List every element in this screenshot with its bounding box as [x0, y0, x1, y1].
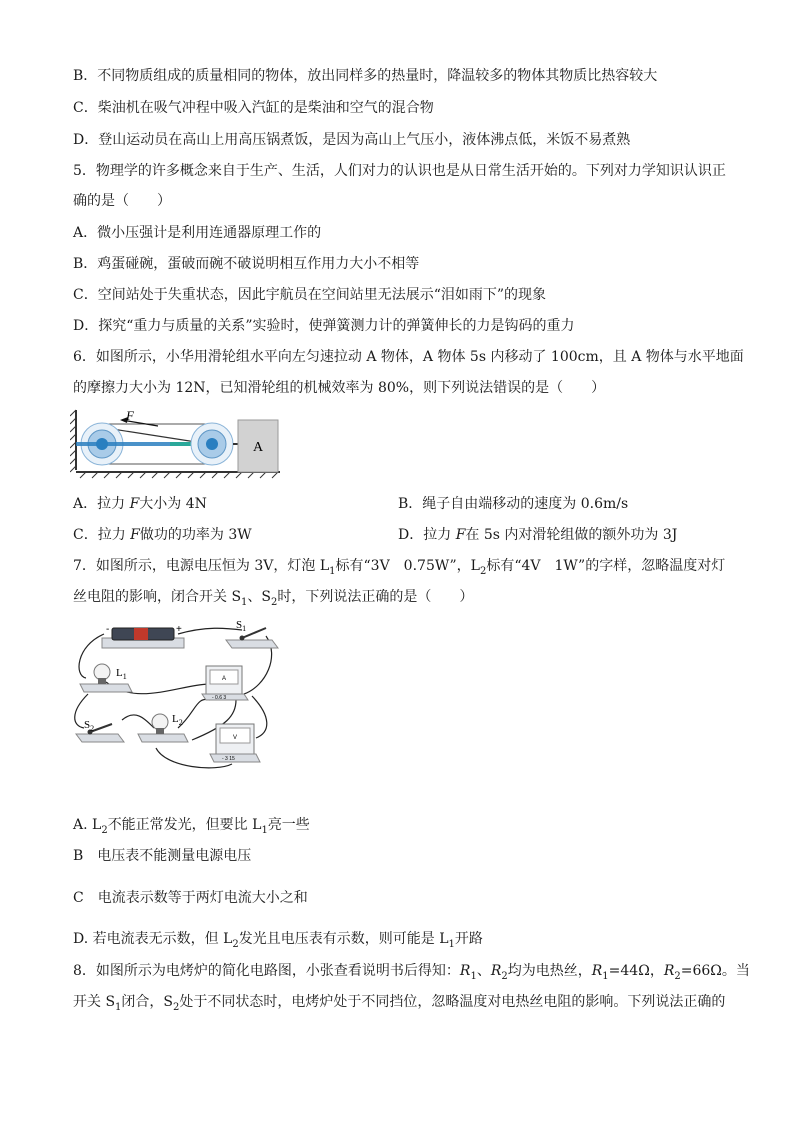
q7-stem1-b: 标有“3V 0.75W”，L	[335, 558, 480, 574]
q4-option-b: B．不同物质组成的质量相同的物体，放出同样多的热量时，降温较多的物体其物质比热容较大	[73, 68, 658, 84]
pulley-system-figure	[70, 406, 285, 482]
lamp-l1-socket	[98, 678, 106, 684]
q8-r2b-sub: 2	[674, 970, 681, 982]
q7-option-d	[73, 929, 483, 949]
q7-option-d-sub1: 2	[232, 938, 239, 950]
q5-stem-line2: 确的是（ ）	[73, 193, 171, 209]
q7-stem1-sub1: 1	[329, 565, 336, 577]
q7-option-a-sub2: 1	[261, 824, 268, 836]
q8-stem2-b: 闭合，S	[121, 994, 174, 1010]
lamp-l2-label: $L_2$	[172, 713, 183, 727]
q6-option-b: B．绳子自由端移动的速度为 0.6m/s	[398, 496, 629, 512]
voltmeter-ticks: - 3 15	[222, 756, 235, 762]
q7-option-d-part2: 发光且电压表有示数，则可能是 L	[238, 931, 449, 947]
q7-option-c: C 电流表示数等于两灯电流大小之和	[73, 890, 308, 906]
q8-stem1-a: 8．如图所示为电烤炉的简化电路图，小张查看说明书后得知：	[73, 963, 460, 979]
q6-option-d	[398, 525, 677, 545]
voltmeter-letter: V	[232, 735, 238, 741]
q5-option-c: C．空间站处于失重状态，因此宇航员在空间站里无法展示“泪如雨下”的现象	[73, 287, 547, 303]
q7-option-a-part1: A. L	[73, 817, 102, 833]
q8-stem2-sub2: 2	[173, 1001, 180, 1013]
q6-option-a-pre: A．拉力	[73, 496, 130, 512]
voltmeter-base	[210, 754, 260, 762]
q7-option-a	[73, 815, 310, 835]
switch-s1-pivot	[240, 636, 245, 641]
q7-option-a-part3: 亮一些	[267, 817, 310, 833]
q8-stem1-c: 均为电热丝，	[507, 963, 592, 979]
lamp-l1-bulb	[94, 664, 110, 680]
q7-stem-line2	[73, 587, 473, 607]
q8-stem-line1	[73, 961, 750, 981]
q4-option-c: C．柴油机在吸气冲程中吸入汽缸的是柴油和空气的混合物	[73, 100, 434, 116]
q7-option-b: B 电压表不能测量电源电压	[73, 848, 252, 864]
q8-r2-sub: 2	[501, 970, 508, 982]
battery-band	[134, 628, 148, 640]
q7-stem1-c: 标有“4V 1W”的字样，忽略温度对灯	[486, 558, 726, 574]
q6-option-c	[73, 525, 252, 545]
q6-option-a-var: F	[129, 496, 140, 512]
battery-minus-label: -	[106, 624, 110, 635]
q8-stem2-a: 开关 S	[73, 994, 116, 1010]
q7-stem2-sub2: 2	[271, 596, 278, 608]
switch-s2-base	[76, 734, 124, 742]
q8-r2-symbol: R	[490, 963, 502, 979]
q7-option-d-part1: D. 若电流表无示数，但 L	[73, 931, 233, 947]
q8-stem1-b: 、	[476, 963, 491, 979]
q6-stem-line1: 6．如图所示，小华用滑轮组水平向左匀速拉动 A 物体，A 物体 5s 内移动了 100cm，且 A 物体与水平地面	[73, 349, 744, 365]
lamp-l2-bulb	[152, 714, 168, 730]
q7-stem-line1	[73, 556, 725, 576]
switch-s1-base	[226, 640, 278, 648]
q5-option-b: B．鸡蛋碰碗，蛋破而碗不破说明相互作用力大小不相等	[73, 256, 420, 272]
lamp-l2-socket	[156, 728, 164, 734]
q7-stem1-sub2: 2	[479, 565, 487, 577]
q8-r1-sub: 1	[470, 970, 477, 982]
q8-r1b-sub: 1	[602, 970, 609, 982]
lamp-l1-label: $L_1$	[116, 667, 127, 681]
q5-option-a: A．微小压强计是利用连通器原理工作的	[73, 225, 322, 241]
q6-option-d-var: F	[455, 527, 466, 543]
q6-option-d-post: 在 5s 内对滑轮组做的额外功为 3J	[465, 527, 678, 543]
q8-stem1-d: =44Ω，	[608, 963, 664, 979]
q6-option-a-post: 大小为 4N	[139, 496, 207, 512]
lamp-l1-base	[80, 684, 132, 692]
q7-option-a-part2: 不能正常发光，但要比 L	[107, 817, 262, 833]
q7-stem2-sub1: 1	[241, 596, 248, 608]
q5-option-d: D．探究“重力与质量的关系”实验时，使弹簧测力计的弹簧伸长的力是钩码的重力	[73, 318, 575, 334]
q8-stem1-e: =66Ω。当	[680, 963, 750, 979]
q6-option-c-pre: C．拉力	[73, 527, 131, 543]
switch-s2-label: $S_2$	[84, 719, 95, 733]
q7-option-a-sub1: 2	[101, 824, 108, 836]
q6-option-c-post: 做功的功率为 3W	[139, 527, 252, 543]
q6-option-a	[73, 494, 207, 514]
right-pulley-hub	[206, 438, 218, 450]
ammeter-ticks: - 0.6 3	[212, 695, 227, 701]
q4-option-d: D．登山运动员在高山上用高压锅煮饭，是因为高山上气压小，液体沸点低，米饭不易煮熟	[73, 132, 631, 148]
q6-stem-line2: 的摩擦力大小为 12N，已知滑轮组的机械效率为 80%，则下列说法错误的是（ ）	[73, 380, 606, 396]
lamp-l2-base	[138, 734, 188, 742]
battery-plus-label: +	[176, 624, 182, 635]
ammeter-letter: A	[221, 676, 227, 682]
block-a-label: A	[252, 440, 264, 455]
q7-option-d-part3: 开路	[454, 931, 483, 947]
q6-option-d-pre: D．拉力	[398, 527, 456, 543]
q7-option-d-sub2: 1	[448, 938, 455, 950]
q8-stem-line2	[73, 992, 725, 1012]
circuit-figure	[66, 616, 282, 774]
q8-stem2-c: 处于不同状态时，电烤炉处于不同挡位，忽略温度对电热丝电阻的影响。下列说法正确的	[179, 994, 726, 1010]
q7-stem2-c: 时，下列说法正确的是（ ）	[277, 589, 474, 605]
q7-stem2-b: 、S	[247, 589, 272, 605]
force-label: F	[126, 408, 134, 423]
q8-r1b-symbol: R	[591, 963, 603, 979]
q7-stem1-a: 7．如图所示，电源电压恒为 3V，灯泡 L	[73, 558, 330, 574]
q8-stem2-sub1: 1	[115, 1001, 122, 1013]
q7-stem2-a: 丝电阻的影响，闭合开关 S	[73, 589, 242, 605]
q6-option-c-var: F	[130, 527, 140, 543]
q5-stem-line1: 5．物理学的许多概念来自于生产、生活，人们对力的认识也是从日常生活开始的。下列对力学知识认识正	[73, 163, 726, 179]
switch-s1-label: $S_1$	[236, 619, 247, 633]
q8-r1-symbol: R	[459, 963, 471, 979]
q8-r2b-symbol: R	[663, 963, 675, 979]
